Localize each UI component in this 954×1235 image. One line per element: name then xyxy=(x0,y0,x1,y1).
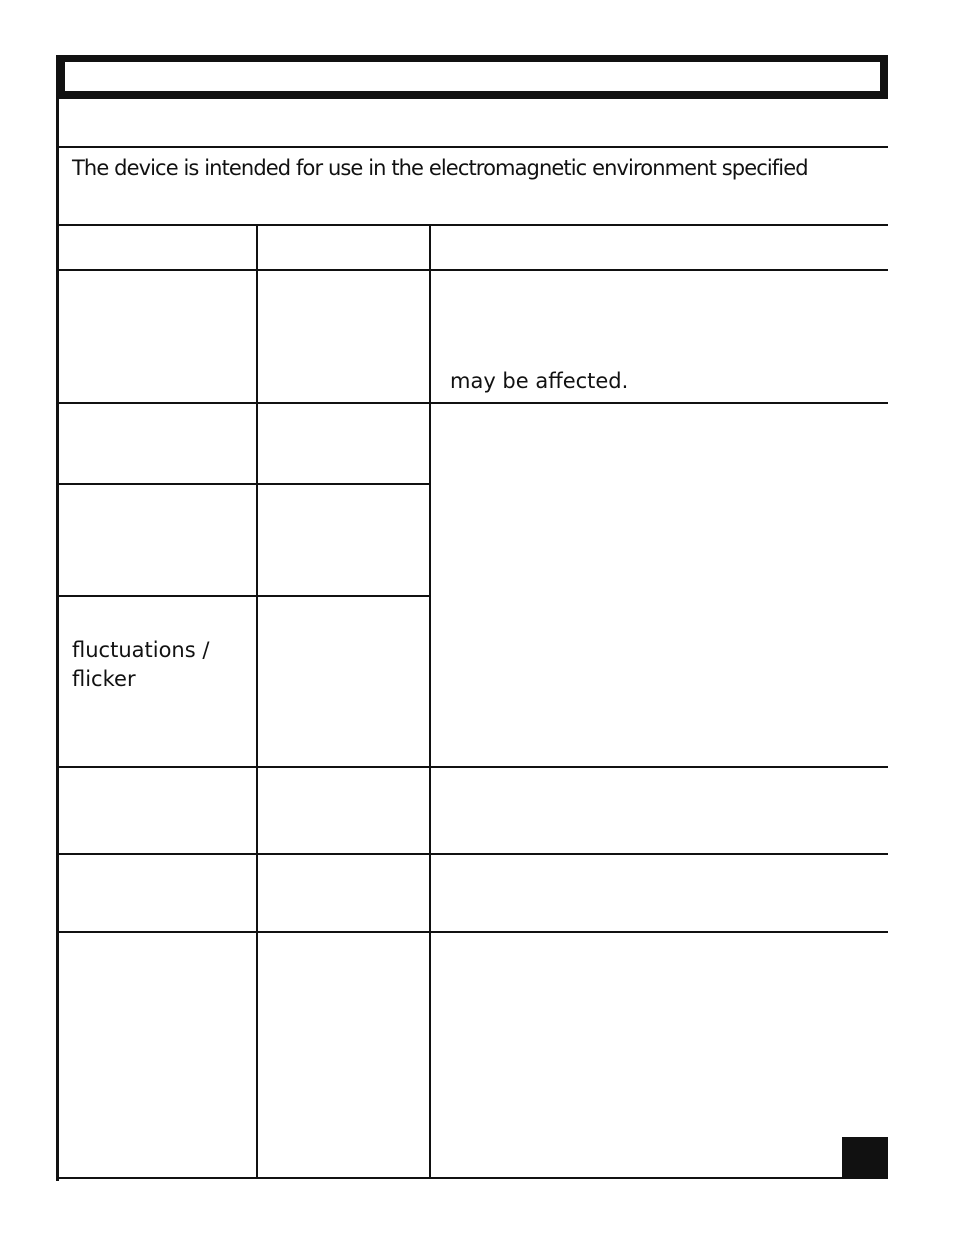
rule-row-6-bottom xyxy=(56,931,888,933)
rule-row-1-bottom xyxy=(56,402,888,404)
column-divider-2 xyxy=(429,224,431,1179)
rule-intro-bottom xyxy=(56,224,888,226)
row-4-phenomenon-text: fluctuations / flicker xyxy=(72,638,210,691)
page-number-tab xyxy=(842,1137,888,1177)
column-divider-1 xyxy=(256,224,258,1179)
rule-row-5-bottom xyxy=(56,853,888,855)
row-1-environment-text: may be affected. xyxy=(450,369,629,393)
title-banner-inner xyxy=(65,62,880,91)
table-left-border xyxy=(56,99,59,1181)
rule-table-bottom xyxy=(56,1177,888,1179)
rule-subheader-bottom xyxy=(56,146,888,148)
rule-row-2-bottom xyxy=(56,483,430,485)
rule-header-row-bottom xyxy=(56,269,888,271)
intro-text: The device is intended for use in the electromagnetic environment specified xyxy=(72,156,808,180)
rule-row-3-bottom xyxy=(56,595,430,597)
rule-row-4-bottom xyxy=(56,766,888,768)
